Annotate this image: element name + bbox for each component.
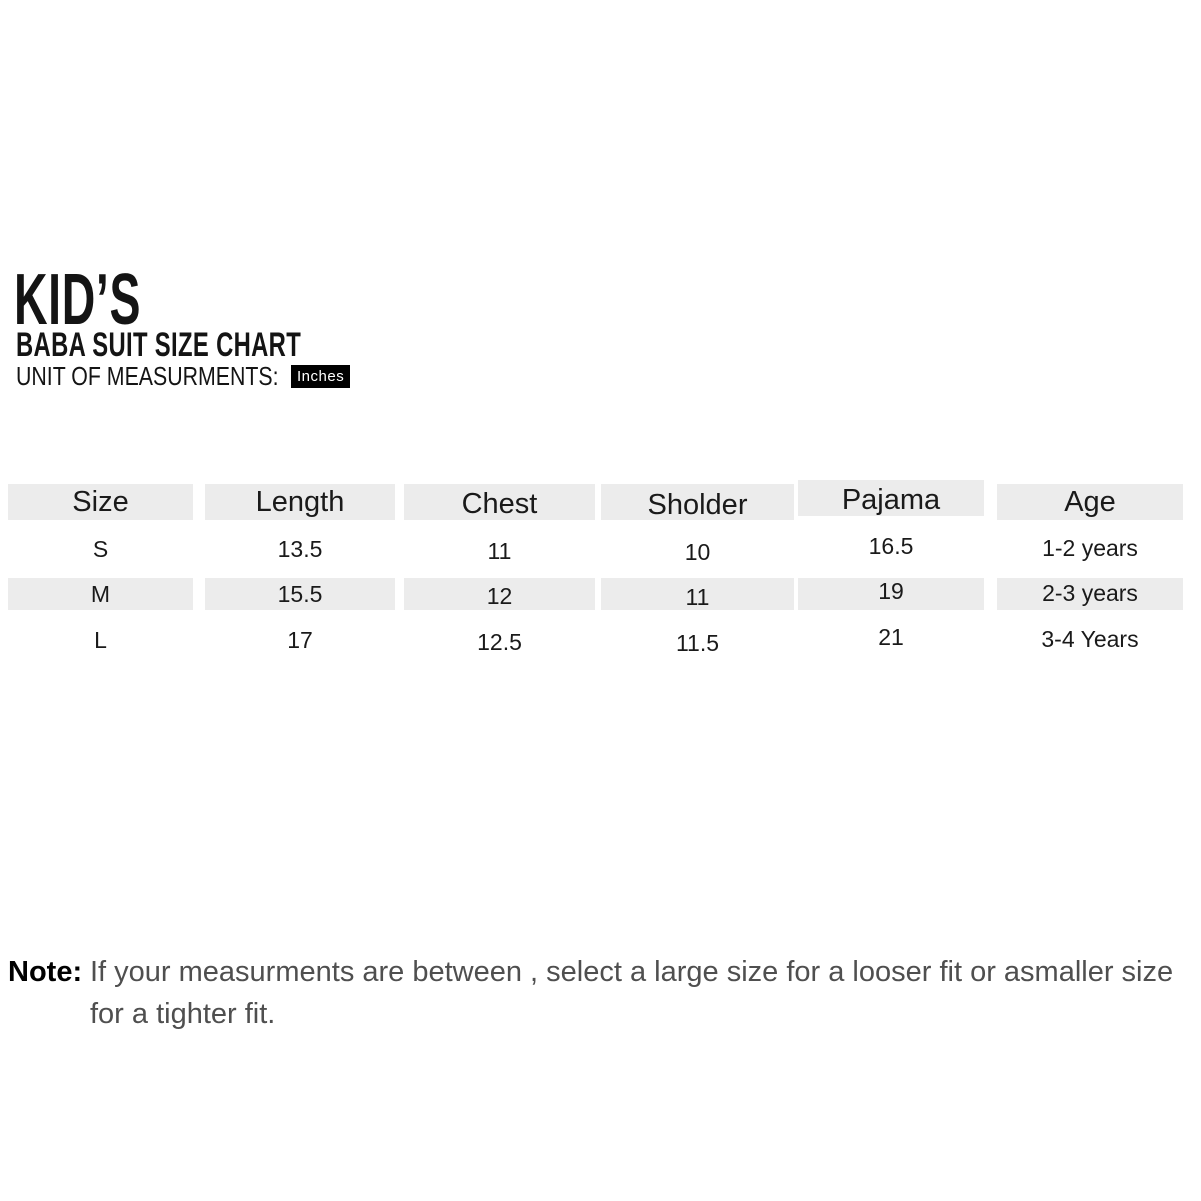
cell-value: M xyxy=(90,580,111,607)
column-header-label: Sholder xyxy=(647,488,748,521)
cell-value: 19 xyxy=(878,577,904,604)
column-header-pajama xyxy=(798,480,984,516)
unit-badge: Inches xyxy=(291,365,350,388)
page-subtitle-text: BABA SUIT SIZE CHART xyxy=(16,326,302,364)
cell-value: 13.5 xyxy=(277,535,323,562)
note-section xyxy=(8,951,1190,1035)
table-cell xyxy=(997,578,1183,610)
column-header-age xyxy=(997,484,1183,520)
note-label: Note: xyxy=(8,956,83,988)
column-header-length xyxy=(205,484,395,520)
unit-label-wrap xyxy=(16,363,282,390)
table-row-size-l xyxy=(8,610,1185,670)
cell-value: 1-2 years xyxy=(1042,534,1138,561)
cell-value: 11.5 xyxy=(675,629,720,656)
column-header-size xyxy=(8,484,193,520)
table-cell xyxy=(8,610,193,670)
table-cell xyxy=(798,520,984,578)
cell-value: 10 xyxy=(684,538,711,565)
cell-value: 3-4 Years xyxy=(1041,625,1139,652)
cell-value: 21 xyxy=(878,623,904,650)
column-header-label: Length xyxy=(255,485,345,518)
cell-value: 17 xyxy=(287,626,313,653)
cell-value: S xyxy=(92,535,109,562)
table-cell xyxy=(404,520,595,578)
table-cell xyxy=(404,610,595,670)
table-cell xyxy=(601,578,794,610)
table-cell xyxy=(205,520,395,578)
cell-value: 2-3 years xyxy=(1042,579,1138,606)
column-header-chest xyxy=(404,484,595,520)
cell-value: 12 xyxy=(486,582,513,609)
page-subtitle xyxy=(16,328,423,362)
table-cell xyxy=(205,578,395,610)
note-text: If your measurments are between , select a large size for a looser fit or asmaller size for a tighter fit. xyxy=(90,956,1174,1030)
table-cell xyxy=(798,578,984,610)
table-cell xyxy=(8,520,193,578)
table-row-size-m xyxy=(8,578,1185,610)
column-header-label: Pajama xyxy=(841,483,941,516)
cell-value: 11 xyxy=(487,537,512,564)
table-cell xyxy=(601,520,794,578)
unit-of-measurement-row xyxy=(16,363,350,390)
column-header-label: Chest xyxy=(461,487,538,520)
column-header-sholder xyxy=(601,484,794,520)
size-table xyxy=(8,484,1185,670)
table-cell xyxy=(8,578,193,610)
cell-value: 16.5 xyxy=(868,532,914,559)
cell-value: 15.5 xyxy=(277,580,323,607)
cell-value: L xyxy=(94,626,107,653)
cell-value: 12.5 xyxy=(477,628,522,655)
page-title-text: KID’S xyxy=(14,260,142,340)
table-cell xyxy=(997,610,1183,670)
column-header-label: Size xyxy=(72,485,129,518)
unit-label: UNIT OF MEASURMENTS: xyxy=(16,361,279,391)
cell-value: 11 xyxy=(685,583,710,610)
table-cell xyxy=(798,610,984,670)
table-cell xyxy=(997,520,1183,578)
table-header-row xyxy=(8,484,1185,520)
table-cell xyxy=(205,610,395,670)
column-header-label: Age xyxy=(1064,485,1116,518)
table-row-size-s xyxy=(8,520,1185,578)
table-cell xyxy=(404,578,595,610)
table-cell xyxy=(601,610,794,670)
